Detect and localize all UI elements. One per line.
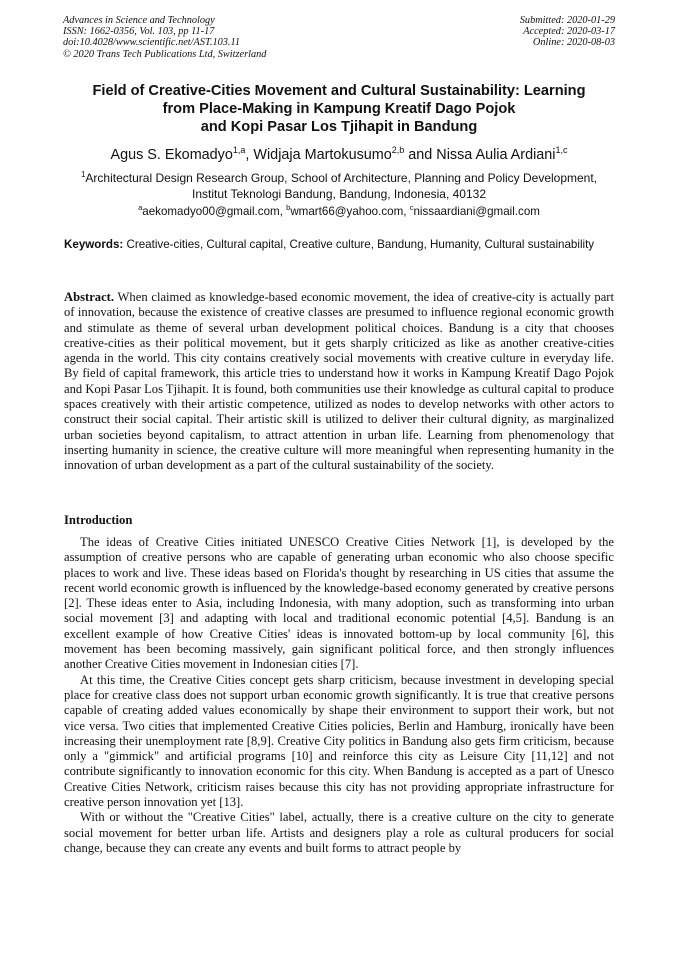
online-date: Online: 2020-08-03: [532, 37, 615, 49]
paragraph: With or without the "Creative Cities" label, actually, there is a creative culture on the city to generate social movement for better urban life. Artists and designers play a role as cultural producers for social change, because they can create any events and built forms to attract people by: [64, 810, 614, 855]
journal-doi: doi:10.4028/www.scientific.net/AST.103.11: [63, 37, 241, 49]
dates-header: [520, 15, 615, 49]
title-line: Field of Creative-Cities Movement and Cultural Sustainability: Learning: [92, 83, 586, 99]
affiliation-mark: 1: [80, 170, 86, 179]
email-mark: c: [409, 203, 414, 212]
journal-name: Advances in Science and Technology: [63, 15, 215, 26]
author-separator: and: [404, 146, 437, 163]
keywords: [64, 238, 614, 252]
affiliation: [40, 167, 638, 202]
paper-title: [40, 82, 638, 136]
author-name: Agus S. Ekomadyo: [110, 146, 233, 163]
journal-header: [63, 15, 266, 60]
affiliation-line: Architectural Design Research Group, School of Architecture, Planning and Policy Development,: [85, 171, 598, 185]
journal-copyright: © 2020 Trans Tech Publications Ltd, Switzerland: [63, 48, 267, 60]
author-name: Widjaja Martokusumo: [253, 146, 392, 163]
section-heading-introduction: Introduction: [64, 513, 133, 527]
paragraph: The ideas of Creative Cities initiated UNESCO Creative Cities Network [1], is developed by the assumption of creative persons who are capable of generating urban economic who also choose specific places to work and live. These ideas based on Florida's thought by researching in US cities that assume the recent world economic growth is influenced by the knowledge-based economy generated by creative persons [2]. These ideas enter to Asia, including Indonesia, with many adoption, such as transforming into urban social movement [3] and adapting with local and traditional economic potential [4,5]. Bandung is an excellent example of how Creative Cities' ideas is innovated bottom-up by local community [6], this movement has been becoming massively, gain significant political force, and then strongly influences another Creative Cities movement in Indonesian cities [7].: [64, 535, 614, 672]
keywords-text: Creative-cities, Cultural capital, Creative culture, Bandung, Humanity, Cultural sustainability: [123, 238, 595, 251]
email-separator: ,: [403, 204, 410, 218]
journal-issn: ISSN: 1662-0356, Vol. 103, pp 11-17: [63, 26, 215, 38]
author-affiliation-mark: 2,b: [391, 145, 405, 155]
accepted-date: Accepted: 2020-03-17: [523, 26, 615, 38]
affiliation-line: Institut Teknologi Bandung, Bandung, Indonesia, 40132: [191, 187, 486, 201]
abstract: [64, 290, 614, 474]
email-mark: b: [286, 203, 291, 212]
introduction-body: [64, 535, 614, 856]
keywords-label: Keywords:: [64, 238, 124, 251]
author-affiliation-mark: 1,a: [232, 145, 246, 155]
submitted-date: Submitted: 2020-01-29: [519, 15, 615, 26]
paragraph: At this time, the Creative Cities concept gets sharp criticism, because investment in developing special place for creative class does not support urban economic growth significantly. It is true that creative persons capable of creating added values economically by shape their environment to support their work, but not vice versa. Two cities that implemented Creative Cities policies, Berlin and Hamburg, ironically have been increasing their unemployment rate [8,9]. Creative City politics in Bandung also gets firm criticism, because only a "gimmick" and artificial programs [10] and reinforce this city as Leisure City [11,12] and not contribute significantly to innovation economic for this city. When Bandung is accepted as a part of Unesco Creative Cities Network, criticism raises because this city has not providing appropriate infrastructure for creative person innovation yet [13].: [64, 672, 614, 810]
email-mark: a: [138, 203, 143, 212]
email-link[interactable]: aekomadyo00@gmail.com: [142, 204, 280, 218]
title-line: from Place-Making in Kampung Kreatif Dago Pojok: [162, 101, 516, 117]
author-name: Nissa Aulia Ardiani: [436, 146, 556, 163]
title-line: and Kopi Pasar Los Tjihapit in Bandung: [200, 119, 478, 135]
abstract-text: When claimed as knowledge-based economic movement, the idea of creative-city is actually part of innovation, because the existence of creative classes are presumed to influence regional economic growth and stimulate as theme of several urban development political choices. Bandung is a city that chooses creative-cities as their political movement, but it gets sharply criticized as like as another creative-cities agenda in the world. This city contains creatively social movements with creative culture in everyday life. By field of capital framework, this article tries to understand how it works in Kampung Kreatif Dago Pojok and Kopi Pasar Los Tjihapit. It is found, both communities use their knowledge as cultural capital to produce spaces creatively with their artistic competence, utilized as nodes to develop networks with other actors to construct their social capital. Their artistic skill is utilized to deliver their cultural dignity, as marginalized urban societies beyond capitalism, to attract attention in urban life. Learning from phenomenology that inserting humanity in science, the creative culture will more meaningful when representing humanity in the innovation of urban development as a part of the cultural sustainability of the society.: [64, 290, 614, 473]
email-link[interactable]: nissaardiani@gmail.com: [413, 204, 540, 218]
email-link[interactable]: wmart66@yahoo.com: [290, 204, 404, 218]
author-emails: [40, 203, 638, 218]
abstract-label: Abstract.: [64, 290, 115, 304]
email-separator: ,: [279, 204, 287, 218]
author-separator: ,: [245, 146, 254, 163]
author-list: [20, 145, 658, 163]
author-affiliation-mark: 1,c: [555, 145, 568, 155]
